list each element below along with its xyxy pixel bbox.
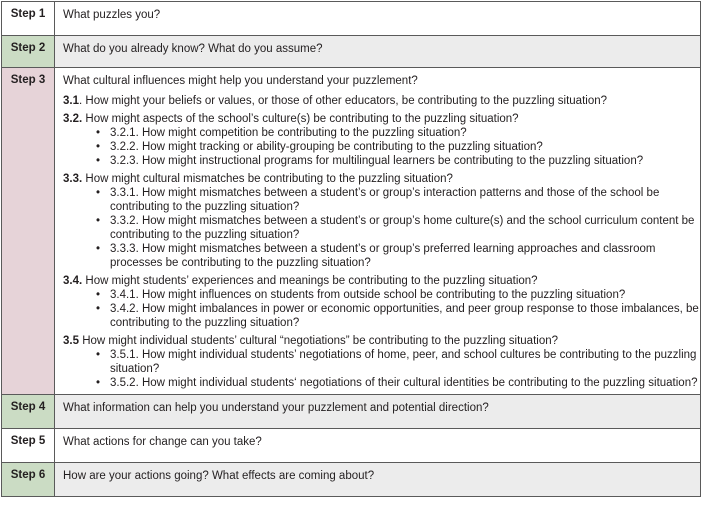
substep-heading [63, 172, 700, 186]
substep-text: . How might your beliefs or values, or those of other educators, be contributing to the puzzling situation? [79, 95, 608, 107]
step-label: Step 5 [2, 429, 55, 463]
step-label: Step 3 [2, 68, 55, 395]
substep-number: 3.4. [63, 275, 83, 287]
substep-text: How might individual students’ cultural “negotiations” be contributing to the puzzling situation? [79, 335, 559, 347]
step-row-3 [2, 68, 701, 395]
substep-3-4 [63, 274, 700, 330]
substep-heading [63, 274, 700, 288]
list-item: • 3.2.3. How might instructional programs for multilingual learners be contributing to the puzzling situation? [96, 154, 700, 168]
list-item: • 3.3.1. How might mismatches between a student’s or group’s interaction patterns and those of the school be contributing to the puzzling situation? [96, 186, 700, 214]
step-row-2 [2, 36, 701, 68]
substep-list [63, 288, 700, 330]
step-row-4 [2, 395, 701, 429]
substep-heading [63, 94, 700, 108]
step-row-6 [2, 463, 701, 497]
step-text: What puzzles you? [55, 2, 701, 36]
step-text: What actions for change can you take? [55, 429, 701, 463]
substep-list [63, 126, 700, 168]
list-item: • 3.5.2. How might individual students‘ negotiations of their cultural identities be contributing to the puzzling situation? [96, 376, 700, 390]
step-text: What do you already know? What do you assume? [55, 36, 701, 68]
step-text: What information can help you understand your puzzlement and potential direction? [55, 395, 701, 429]
steps-table [1, 1, 701, 497]
step-label: Step 4 [2, 395, 55, 429]
substep-number: 3.1 [63, 95, 79, 107]
list-item: • 3.4.2. How might imbalances in power or economic opportunities, and peer group response to those imbalances, be contributing to the puzzling situation? [96, 302, 700, 330]
list-item: • 3.2.1. How might competition be contributing to the puzzling situation? [96, 126, 700, 140]
list-item: • 3.3.2. How might mismatches between a student’s or group’s home culture(s) and the school curriculum content be contributing to the puzzling situation? [96, 214, 700, 242]
substep-3-5 [63, 334, 700, 390]
step-row-1 [2, 2, 701, 36]
substep-heading [63, 334, 700, 348]
substep-number: 3.3. [63, 173, 83, 185]
substep-3-1 [63, 94, 700, 108]
substep-text: How might cultural mismatches be contributing to the puzzling situation? [82, 173, 453, 185]
substep-number: 3.2. [63, 113, 83, 125]
step-label: Step 1 [2, 2, 55, 36]
list-item: • 3.2.2. How might tracking or ability-grouping be contributing to the puzzling situation? [96, 140, 700, 154]
step-row-5 [2, 429, 701, 463]
step-label: Step 6 [2, 463, 55, 497]
step-label: Step 2 [2, 36, 55, 68]
substep-text: How might aspects of the school’s culture(s) be contributing to the puzzling situation? [82, 113, 519, 125]
substep-3-2 [63, 112, 700, 168]
substep-list [63, 186, 700, 270]
step-text: How are your actions going? What effects are coming about? [55, 463, 701, 497]
substep-number: 3.5 [63, 335, 79, 347]
step-text: What cultural influences might help you understand your puzzlement? [63, 75, 418, 87]
list-item: • 3.4.1. How might influences on students from outside school be contributing to the puzzling situation? [96, 288, 700, 302]
substep-3-3 [63, 172, 700, 270]
substep-heading [63, 112, 700, 126]
list-item: • 3.3.3. How might mismatches between a student’s or group’s preferred learning approaches and classroom processes be contributing to the puzzling situation? [96, 242, 700, 270]
list-item: • 3.5.1. How might individual students’ negotiations of home, peer, and school cultures be contributing to the puzzling situation? [96, 348, 700, 376]
substep-text: How might students’ experiences and meanings be contributing to the puzzling situation? [82, 275, 538, 287]
step-3-content [55, 68, 701, 395]
substep-list [63, 348, 700, 390]
